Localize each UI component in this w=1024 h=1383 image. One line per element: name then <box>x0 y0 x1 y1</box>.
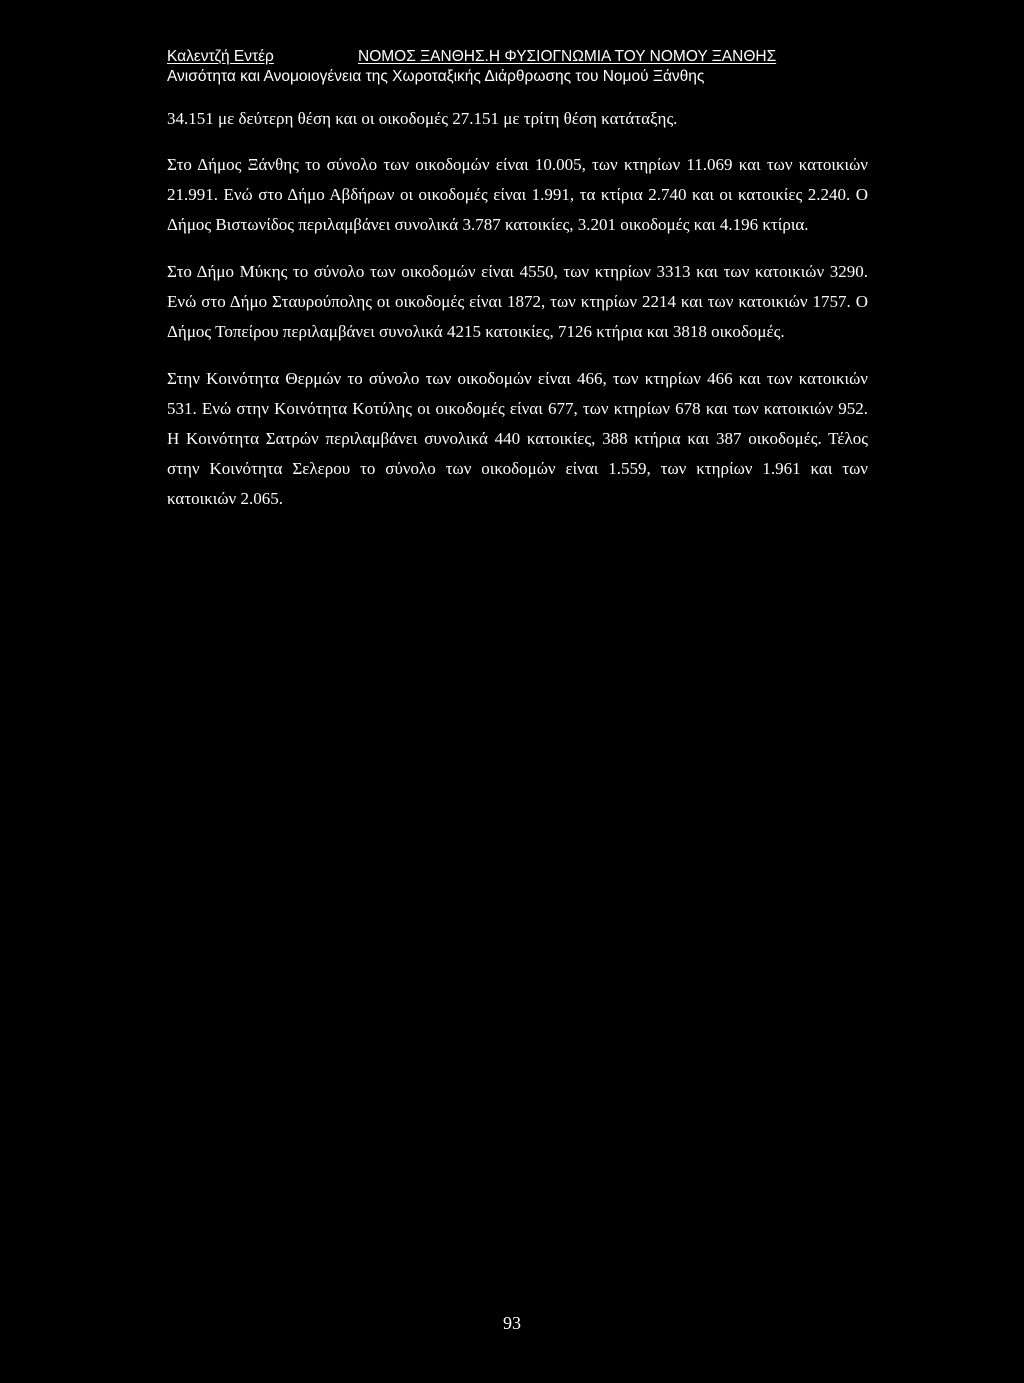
body-text <box>167 104 868 531</box>
running-header <box>167 47 867 87</box>
header-title: ΝΟΜΟΣ ΞΑΝΘΗΣ.Η ΦΥΣΙΟΓΝΩΜΙΑ ΤΟΥ ΝΟΜΟΥ ΞΑΝΘΗΣ <box>358 48 777 65</box>
paragraph: Στο Δήμο Μύκης το σύνολο των οικοδομών είναι 4550, των κτηρίων 3313 και των κατοικιών 3290. Ενώ στο Δήμο Σταυρούπολης οι οικοδομές είναι 1872, των κτηρίων 2214 και των κατοικιών 1757. Ο Δήμος Τοπείρου περιλαμβάνει συνολικά 4215 κατοικίες, 7126 κτήρια και 3818 οικοδομές. <box>167 262 868 341</box>
header-subtitle: Ανισότητα και Ανομοιογένεια της Χωροταξικής Διάρθρωσης του Νομού Ξάνθης <box>167 68 705 85</box>
header-top-line <box>167 47 867 67</box>
paragraph: 34.151 με δεύτερη θέση και οι οικοδομές 27.151 με τρίτη θέση κατάταξης. <box>167 109 678 128</box>
paragraph: Στο Δήμος Ξάνθης το σύνολο των οικοδομών είναι 10.005, των κτηρίων 11.069 και των κατοικιών 21.991. Ενώ στο Δήμο Αβδήρων οι οικοδομές είναι 1.991, τα κτίρια 2.740 και οι κατοικίες 2.240. Ο Δήμος Βιστωνίδος περιλαμβάνει συνολικά 3.787 κατοικίες, 3.201 οικοδομές και 4.196 κτίρια. <box>167 155 868 234</box>
paragraph: Στην Κοινότητα Θερμών το σύνολο των οικοδομών είναι 466, των κτηρίων 466 και των κατοικιών 531. Ενώ στην Κοινότητα Κοτύλης οι οικοδομές είναι 677, των κτηρίων 678 και των κατοικιών 952. Η Κοινότητα Σατρών περιλαμβάνει συνολικά 440 κατοικίες, 388 κτήρια και 387 οικοδομές. Τέλος στην Κοινότητα Σελερου το σύνολο των οικοδομών είναι 1.559, των κτηρίων 1.961 και των κατοικιών 2.065. <box>167 369 868 508</box>
header-author: Καλεντζή Εντέρ <box>167 48 274 65</box>
page-number: 93 <box>503 1313 521 1333</box>
